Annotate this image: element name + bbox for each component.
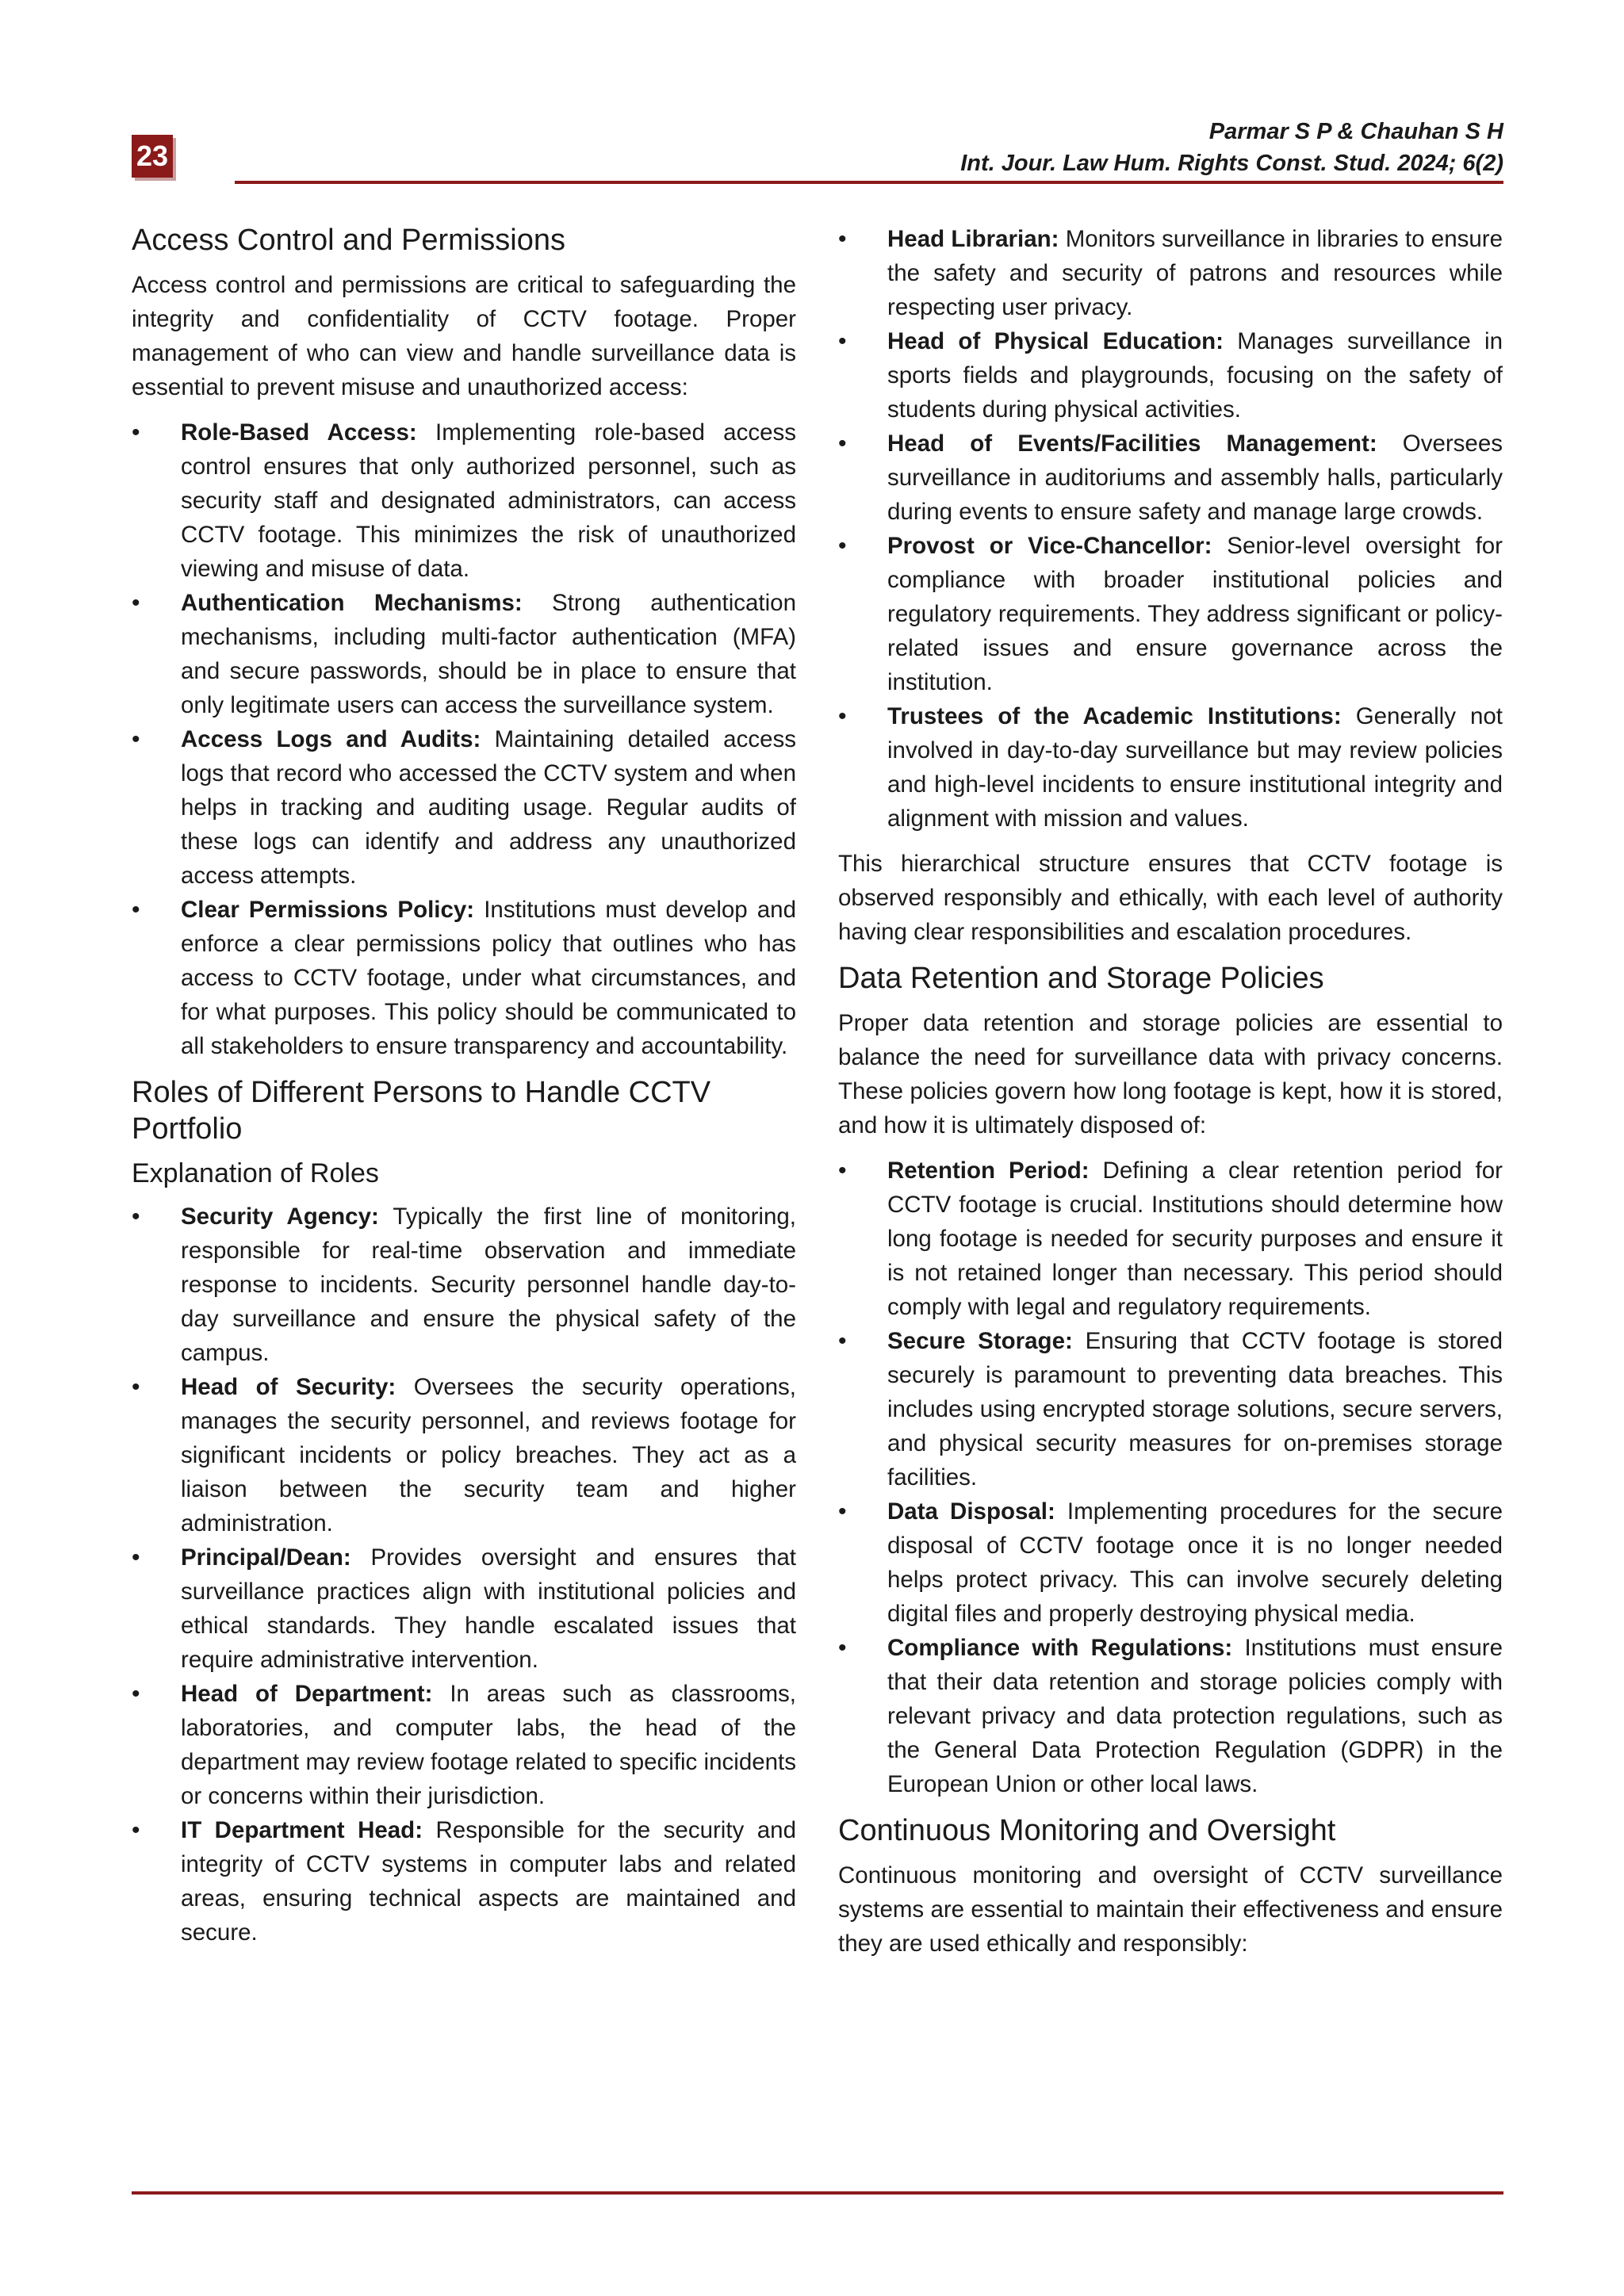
- list-item: • Retention Period: Defining a clear retention period for CCTV footage is crucial. Institutions should determine how long footage is needed for security purposes and ensure it is not retained longer than necessary. This period should comply with legal and regulatory requirements.: [838, 1154, 1503, 1324]
- list-item: • Role-Based Access: Implementing role-based access control ensures that only authorized personnel, such as security staff and designated administrators, can access CCTV footage. This minimizes the risk of unauthorized viewing and misuse of data.: [132, 415, 796, 586]
- list-item: • Data Disposal: Implementing procedures for the secure disposal of CCTV footage once it is no longer needed helps protect privacy. This can involve securely deleting digital files and properly destroying physical media.: [838, 1494, 1503, 1631]
- bullet-icon: •: [132, 1817, 140, 1843]
- hierarchy-paragraph: This hierarchical structure ensures that CCTV footage is observed responsibly and ethically, with each level of authority having clear responsibilities and escalation procedures.: [838, 851, 1503, 945]
- list-item: • Principal/Dean: Provides oversight and ensures that surveillance practices align with institutional policies and ethical standards. They handle escalated issues that require administrative intervention.: [132, 1540, 796, 1677]
- section-title-access-control: Access Control and Permissions: [132, 224, 565, 257]
- list-item: • Provost or Vice-Chancellor: Senior-level oversight for compliance with broader institutional policies and regulatory requirements. They address significant or policy-related issues and ensure governance across the institution.: [838, 529, 1503, 699]
- roles-list: [132, 1200, 796, 1950]
- list-item: • Trustees of the Academic Institutions: Generally not involved in day-to-day surveillance but may review policies and high-level incidents to ensure institutional integrity and alignment with mission and values.: [838, 699, 1503, 836]
- footer-divider: [132, 2191, 1503, 2195]
- left-column: [132, 222, 796, 1961]
- bullet-icon: •: [838, 430, 847, 457]
- subsection-title-explanation: Explanation of Roles: [132, 1158, 379, 1188]
- section-title-roles: Roles of Different Persons to Handle CCTV Portfolio: [132, 1076, 711, 1146]
- list-item: • Head of Department: In areas such as classrooms, laboratories, and computer labs, the head of the department may review footage related to specific incidents or concerns within their jurisdiction.: [132, 1677, 796, 1813]
- list-item: • Head of Security: Oversees the security operations, manages the security personnel, and reviews footage for significant incidents or policy breaches. They act as a liaison between the security team and higher administration.: [132, 1370, 796, 1540]
- list-item: • IT Department Head: Responsible for the security and integrity of CCTV systems in computer labs and related areas, ensuring technical aspects are maintained and secure.: [132, 1813, 796, 1950]
- list-item: • Secure Storage: Ensuring that CCTV footage is stored securely is paramount to preventing data breaches. This includes using encrypted storage solutions, secure servers, and physical security measures for on-premises storage facilities.: [838, 1324, 1503, 1494]
- bullet-icon: •: [132, 897, 140, 923]
- list-item: • Authentication Mechanisms: Strong authentication mechanisms, including multi-factor authentication (MFA) and secure passwords, should be in place to ensure that only legitimate users can access the surveillance system.: [132, 586, 796, 722]
- bullet-icon: •: [132, 1544, 140, 1571]
- bullet-icon: •: [838, 1158, 847, 1184]
- access-intro-paragraph: Access control and permissions are critical to safeguarding the integrity and confidentiality of CCTV footage. Proper management of who can view and handle surveillance data is essential to prevent misuse and unauthorized access:: [132, 272, 796, 400]
- roles-list-continued: [838, 222, 1503, 836]
- bullet-icon: •: [838, 328, 847, 354]
- bullet-icon: •: [838, 226, 847, 252]
- bullet-icon: •: [838, 1635, 847, 1661]
- bullet-icon: •: [838, 703, 847, 729]
- bullet-icon: •: [132, 590, 140, 616]
- header-authors: Parmar S P & Chauhan S H: [1208, 119, 1503, 144]
- header-divider: [235, 181, 1503, 184]
- right-column: [838, 222, 1503, 1972]
- list-item: • Clear Permissions Policy: Institutions must develop and enforce a clear permissions policy that outlines who has access to CCTV footage, under what circumstances, and for what purposes. This policy should be communicated to all stakeholders to ensure transparency and accountability.: [132, 893, 796, 1063]
- list-item: • Security Agency: Typically the first line of monitoring, responsible for real-time observation and immediate response to incidents. Security personnel handle day-to-day surveillance and ensure the physical safety of the campus.: [132, 1200, 796, 1370]
- bullet-icon: •: [838, 1498, 847, 1525]
- list-item: • Access Logs and Audits: Maintaining detailed access logs that record who accessed the CCTV system and when helps in tracking and auditing usage. Regular audits of these logs can identify and address any unauthorized access attempts.: [132, 722, 796, 893]
- page-number-badge: 23: [132, 135, 173, 178]
- list-item: • Head Librarian: Monitors surveillance in libraries to ensure the safety and security of patrons and resources while respecting user privacy.: [838, 222, 1503, 324]
- bullet-icon: •: [838, 533, 847, 559]
- bullet-icon: •: [132, 1203, 140, 1230]
- list-item: • Compliance with Regulations: Institutions must ensure that their data retention and storage policies comply with relevant privacy and data protection regulations, such as the General Data Protection Regulation (GDPR) in the European Union or other local laws.: [838, 1631, 1503, 1801]
- section-title-monitoring: Continuous Monitoring and Oversight: [838, 1814, 1336, 1847]
- running-header: [960, 116, 1503, 179]
- list-item: • Head of Physical Education: Manages surveillance in sports fields and playgrounds, focusing on the safety of students during physical activities.: [838, 324, 1503, 427]
- bullet-icon: •: [132, 1681, 140, 1707]
- bullet-icon: •: [132, 419, 140, 446]
- retention-intro-paragraph: Proper data retention and storage policies are essential to balance the need for surveillance data with privacy concerns. These policies govern how long footage is kept, how it is stored, and how it is ultimately disposed of:: [838, 1010, 1503, 1138]
- retention-list: [838, 1154, 1503, 1801]
- monitoring-intro-paragraph: Continuous monitoring and oversight of CCTV surveillance systems are essential to maintain their effectiveness and ensure they are used ethically and responsibly:: [838, 1862, 1503, 1957]
- access-control-list: [132, 415, 796, 1063]
- bullet-icon: •: [838, 1328, 847, 1354]
- bullet-icon: •: [132, 726, 140, 752]
- section-title-retention: Data Retention and Storage Policies: [838, 962, 1324, 995]
- list-item: • Head of Events/Facilities Management: Oversees surveillance in auditoriums and assembly halls, particularly during events to ensure safety and manage large crowds.: [838, 427, 1503, 529]
- bullet-icon: •: [132, 1374, 140, 1400]
- header-journal: Int. Jour. Law Hum. Rights Const. Stud. 2024; 6(2): [960, 151, 1503, 176]
